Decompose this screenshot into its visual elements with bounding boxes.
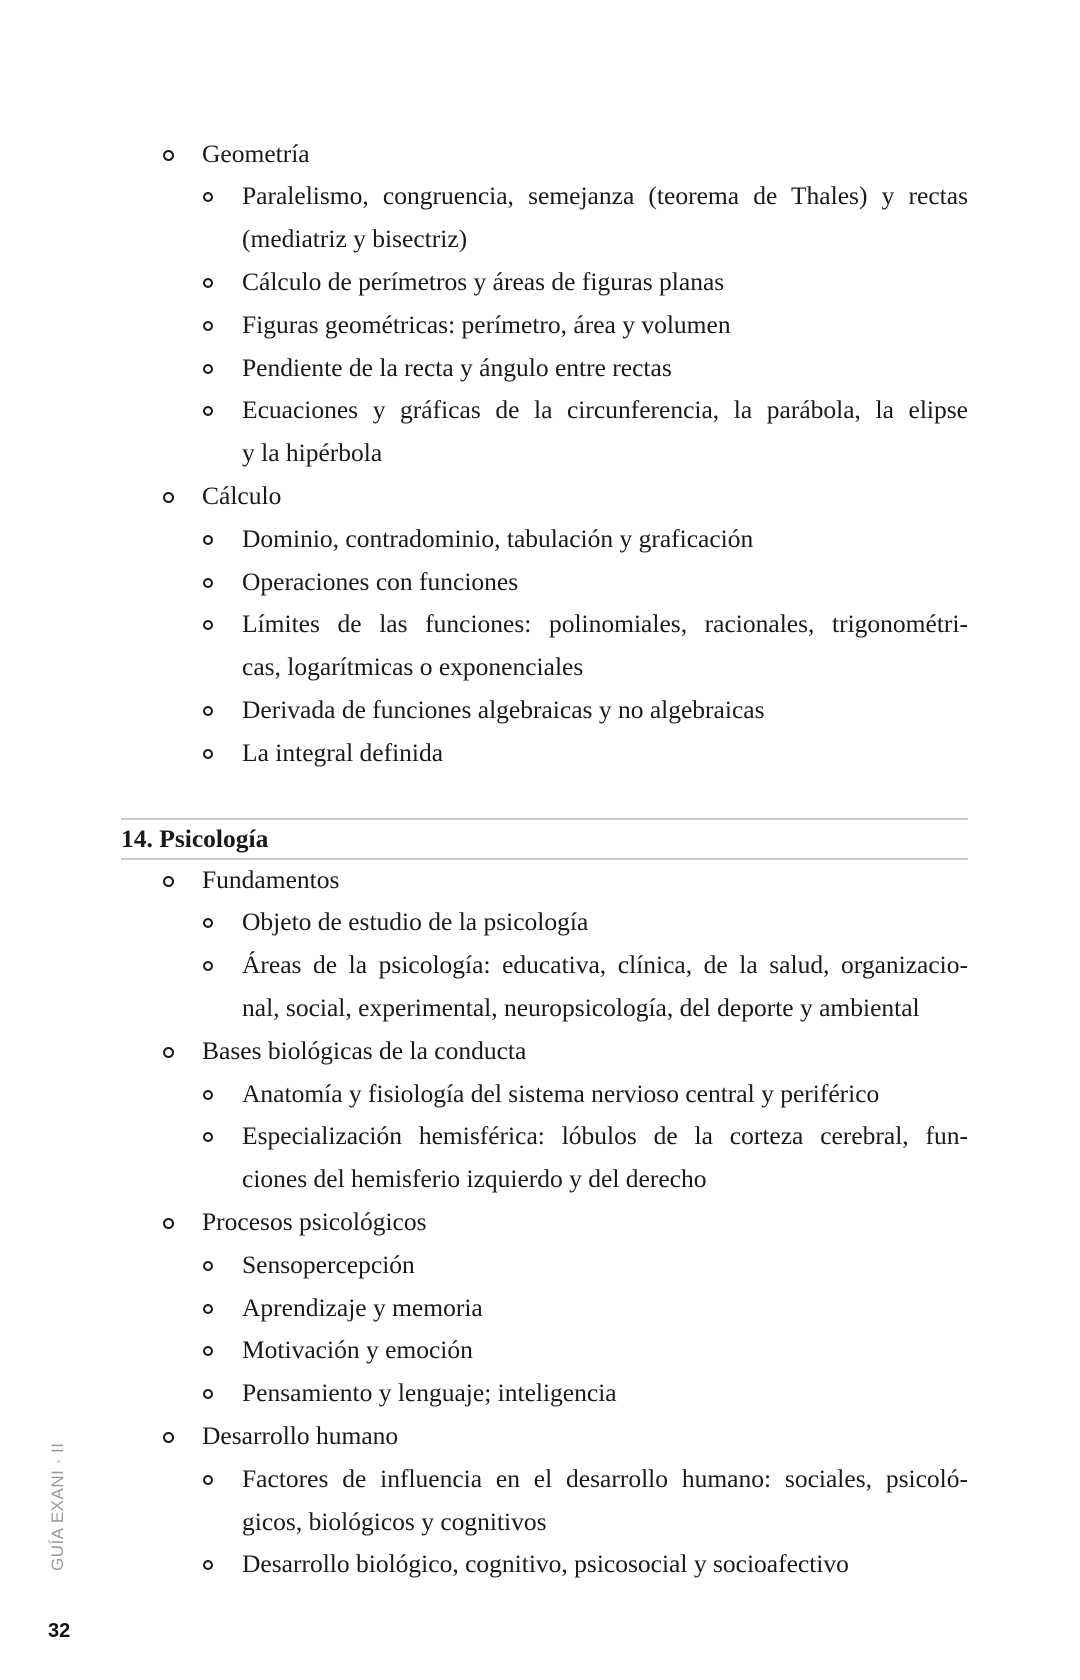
item-text: cas, logarítmicas o exponenciales [242, 652, 584, 682]
bullet-icon [203, 706, 213, 716]
bullet-icon [203, 1132, 213, 1142]
item-text: Cálculo [202, 480, 282, 510]
item-text: Bases biológicas de la conducta [202, 1035, 527, 1065]
item-text: Derivada de funciones algebraicas y no algebraicas [242, 694, 765, 724]
item-text: Fundamentos [202, 864, 340, 894]
item-text: nal, social, experimental, neuropsicología, del deporte y ambiental [242, 992, 920, 1022]
item-text: Pendiente de la recta y ángulo entre rectas [242, 352, 672, 382]
topic-list-matematicas [121, 133, 968, 775]
subtopic-item [121, 518, 968, 561]
item-text: (mediatriz y bisectriz) [242, 224, 468, 254]
bullet-icon [203, 620, 213, 630]
subtopic-item [121, 1501, 968, 1544]
subtopic-item [121, 901, 968, 944]
topic-list-psicologia [121, 859, 968, 1587]
subtopic-item [121, 732, 968, 775]
item-text: y la hipérbola [242, 438, 383, 468]
item-text: Operaciones con funciones [242, 566, 519, 596]
bullet-icon [163, 492, 174, 503]
topic-item [121, 475, 968, 518]
subtopic-item [121, 1458, 968, 1501]
bullet-icon [203, 192, 213, 202]
item-text: Aprendizaje y memoria [242, 1292, 483, 1322]
bullet-icon [203, 278, 213, 288]
bullet-icon [203, 1560, 213, 1570]
item-text: Anatomía y fisiología del sistema nervioso central y periférico [242, 1078, 880, 1108]
subtopic-item [121, 261, 968, 304]
subtopic-item [121, 1287, 968, 1330]
bullet-icon [203, 1346, 213, 1356]
bullet-icon [203, 535, 213, 545]
item-text: Figuras geométricas: perímetro, área y volumen [242, 309, 731, 339]
bullet-icon [203, 1389, 213, 1399]
item-text: Cálculo de perímetros y áreas de figuras planas [242, 266, 725, 296]
subtopic-item [121, 1372, 968, 1415]
item-text: ciones del hemisferio izquierdo y del derecho [242, 1164, 707, 1194]
bullet-icon [203, 961, 213, 971]
bullet-icon [203, 1090, 213, 1100]
item-text: Pensamiento y lenguaje; inteligencia [242, 1378, 617, 1408]
item-text: Geometría [202, 138, 310, 168]
item-text: Límites de las funciones: polinomiales, racionales, trigonométri- [242, 609, 968, 639]
bullet-icon [163, 1047, 174, 1058]
subtopic-item [121, 1244, 968, 1287]
item-text: Factores de influencia en el desarrollo humano: sociales, psicoló- [242, 1463, 968, 1493]
subtopic-item [121, 1158, 968, 1201]
bullet-icon [203, 749, 213, 759]
subtopic-item [121, 1115, 968, 1158]
bullet-icon [203, 1261, 213, 1271]
subtopic-item [121, 944, 968, 987]
bullet-icon [203, 321, 213, 331]
subtopic-item [121, 389, 968, 432]
section-heading: 14. Psicología [121, 824, 269, 853]
subtopic-item [121, 603, 968, 646]
item-text: gicos, biológicos y cognitivos [242, 1506, 547, 1536]
subtopic-item [121, 175, 968, 218]
bullet-icon [203, 364, 213, 374]
subtopic-item [121, 347, 968, 390]
page-number: 32 [48, 1620, 71, 1642]
running-title: GUÍA EXANI · II [48, 1442, 67, 1571]
subtopic-item [121, 1073, 968, 1116]
subtopic-item [121, 218, 968, 261]
topic-item [121, 1201, 968, 1244]
bullet-icon [163, 1432, 174, 1443]
subtopic-item [121, 561, 968, 604]
bullet-icon [203, 578, 213, 588]
item-text: La integral definida [242, 737, 444, 767]
item-text: Ecuaciones y gráficas de la circunferencia, la parábola, la elipse [242, 395, 968, 425]
subtopic-item [121, 689, 968, 732]
bullet-icon [203, 1475, 213, 1485]
subtopic-item [121, 1329, 968, 1372]
subtopic-item [121, 646, 968, 689]
item-text: Motivación y emoción [242, 1335, 473, 1365]
subtopic-item [121, 987, 968, 1030]
bullet-icon [203, 406, 213, 416]
bullet-icon [163, 1218, 174, 1229]
bullet-icon [203, 918, 213, 928]
item-text: Desarrollo humano [202, 1420, 399, 1450]
item-text: Procesos psicológicos [202, 1206, 427, 1236]
bullet-icon [163, 150, 174, 161]
bullet-icon [203, 1304, 213, 1314]
subtopic-item [121, 304, 968, 347]
item-text: Paralelismo, congruencia, semejanza (teorema de Thales) y rectas [242, 181, 968, 211]
item-text: Áreas de la psicología: educativa, clínica, de la salud, organizacio- [242, 950, 968, 980]
item-text: Objeto de estudio de la psicología [242, 907, 589, 937]
topic-item [121, 1415, 968, 1458]
item-text: Sensopercepción [242, 1249, 415, 1279]
topic-item [121, 133, 968, 176]
item-text: Desarrollo biológico, cognitivo, psicosocial y socioafectivo [242, 1549, 849, 1579]
topic-item [121, 1030, 968, 1073]
item-text: Especialización hemisférica: lóbulos de la corteza cerebral, fun- [242, 1121, 968, 1151]
topic-item [121, 859, 968, 902]
subtopic-item [121, 432, 968, 475]
subtopic-item [121, 1543, 968, 1586]
bullet-icon [163, 876, 174, 887]
item-text: Dominio, contradominio, tabulación y graficación [242, 523, 754, 553]
